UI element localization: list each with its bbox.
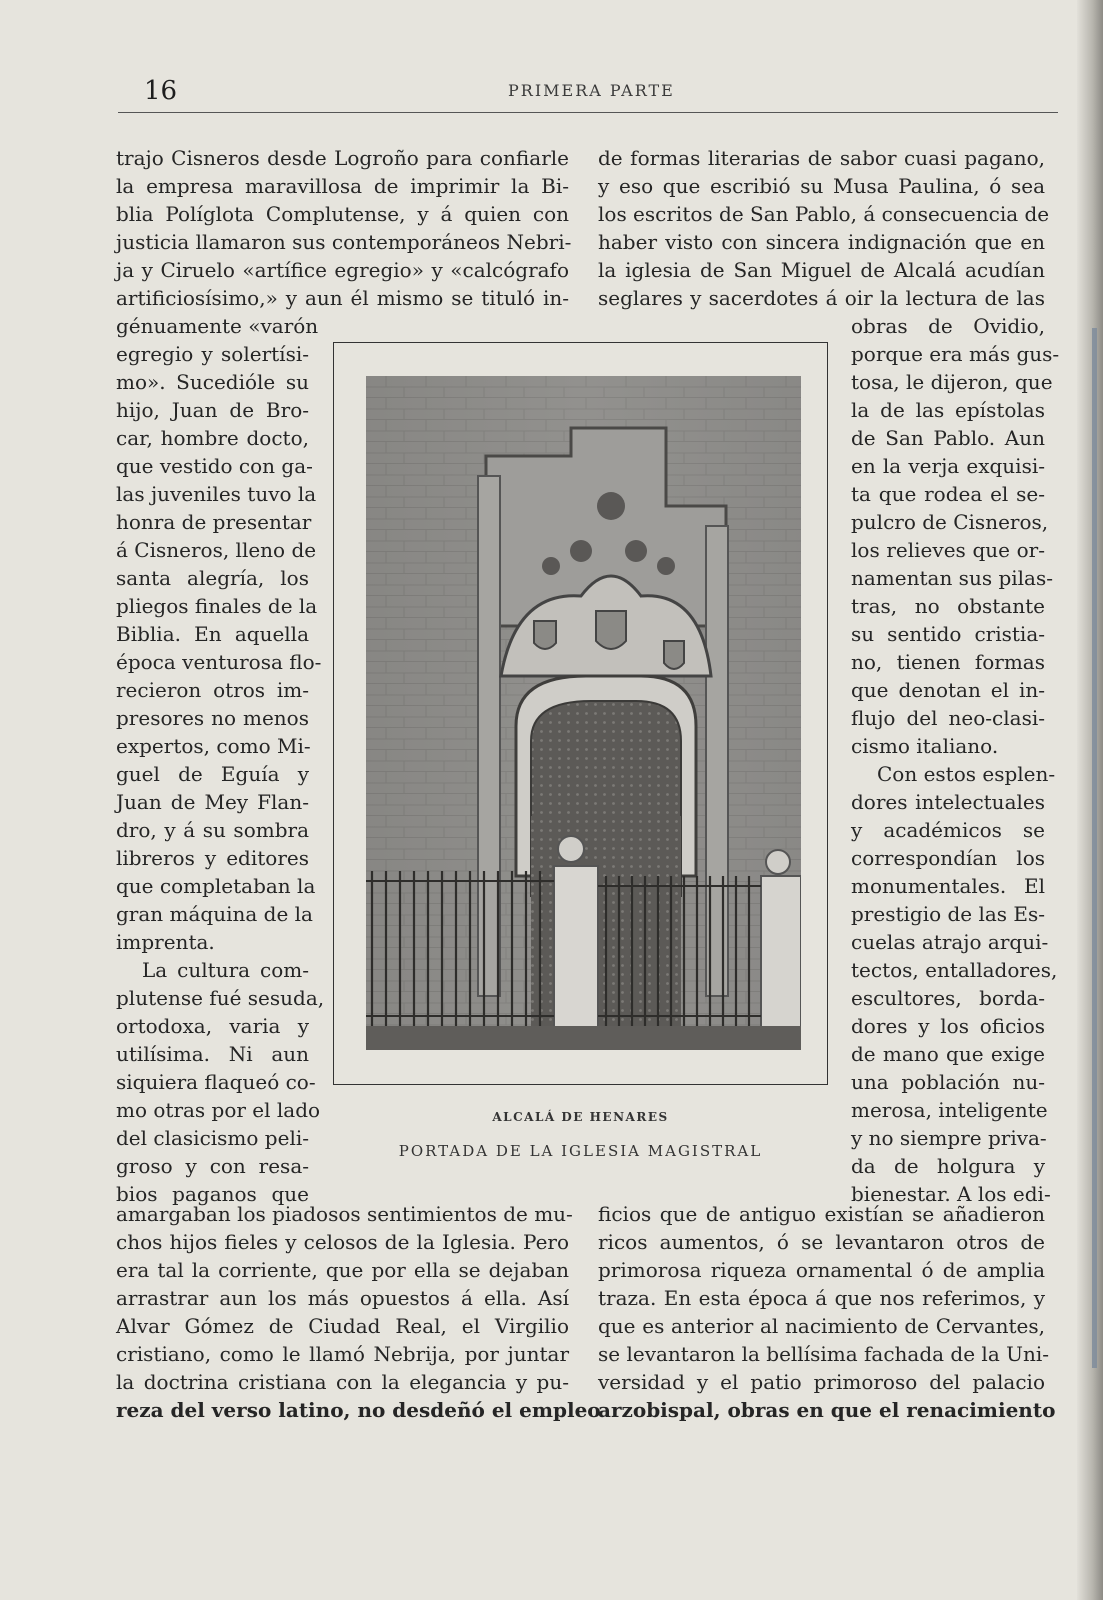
text-line: arzobispal, obras en que el renacimiento [598, 1398, 1056, 1422]
text-line: que es anterior al nacimiento de Cervantes, [598, 1314, 1045, 1338]
text-line: correspondían los [851, 846, 1045, 870]
scan-page-edge [1077, 0, 1103, 1600]
text-line: da de holgura y [851, 1154, 1045, 1178]
text-line: los escritos de San Pablo, á consecuencia de [598, 202, 1050, 226]
text-line: seglares y sacerdotes á oir la lectura de las [598, 286, 1045, 310]
text-line: la empresa maravillosa de imprimir la Bi- [116, 174, 569, 198]
text-line: obras de Ovidio, [851, 314, 1045, 338]
text-line: escultores, borda- [851, 986, 1045, 1010]
church-portal-photo [366, 376, 801, 1050]
text-line: bienestar. A los edi- [851, 1182, 1051, 1206]
text-line: y no siempre priva- [851, 1126, 1047, 1150]
text-line: porque era más gus- [851, 342, 1060, 366]
text-line: plutense fué sesuda, [116, 986, 325, 1010]
text-line: artificiosísimo,» y aun él mismo se tituló in- [116, 286, 569, 310]
text-line: gran máquina de la [116, 902, 313, 926]
church-portal-illustration [366, 376, 801, 1050]
figure-caption-title: PORTADA DE LA IGLESIA MAGISTRAL [398, 1142, 763, 1160]
text-line: era tal la corriente, que por ella se dejaban [116, 1258, 569, 1282]
text-line: cristiano, como le llamó Nebrija, por juntar [116, 1342, 569, 1366]
text-line: que completaban la [116, 874, 316, 898]
text-line: car, hombre docto, [116, 426, 309, 450]
text-line: Con estos esplen- [877, 762, 1056, 786]
text-line: no, tienen formas [851, 650, 1045, 674]
left-column-top [116, 144, 572, 312]
text-line: una población nu- [851, 1070, 1045, 1094]
text-line: de San Pablo. Aun [851, 426, 1045, 450]
text-line: tras, no obstante [851, 594, 1045, 618]
text-line: blia Políglota Complutense, y á quien con [116, 202, 569, 226]
text-line: Biblia. En aquella [116, 622, 309, 646]
text-line: cismo italiano. [851, 734, 999, 758]
text-line: en la verja exquisi- [851, 454, 1045, 478]
text-line: de formas literarias de sabor cuasi pagano, [598, 146, 1045, 170]
text-line: y académicos se [851, 818, 1045, 842]
text-line: las juveniles tuvo la [116, 482, 317, 506]
right-column-bottom [598, 1200, 1056, 1424]
text-line: los relieves que or- [851, 538, 1045, 562]
text-line: utilísima. Ni aun [116, 1042, 309, 1066]
text-line: que denotan el in- [851, 678, 1045, 702]
text-line: guel de Eguía y [116, 762, 309, 786]
text-line: namentan sus pilas- [851, 566, 1053, 590]
text-line: Juan de Mey Flan- [116, 790, 309, 814]
text-line: Alvar Gómez de Ciudad Real, el Virgilio [116, 1314, 569, 1338]
text-line: dores y los oficios [851, 1014, 1045, 1038]
right-column-top [598, 144, 1050, 312]
text-line: pliegos finales de la [116, 594, 318, 618]
text-line: reza del verso latino, no desdeñó el empleo [116, 1398, 601, 1422]
text-line: justicia llamaron sus contemporáneos Nebri- [116, 230, 572, 254]
text-line: santa alegría, los [116, 566, 309, 590]
text-line: la de las epístolas [851, 398, 1045, 422]
text-line: ricos aumentos, ó se levantaron otros de [598, 1230, 1045, 1254]
text-line: monumentales. El [851, 874, 1045, 898]
text-line: y eso que escribió su Musa Paulina, ó sea [598, 174, 1045, 198]
running-title: PRIMERA PARTE [508, 81, 675, 100]
text-line: se levantaron la bellísima fachada de la Uni- [598, 1342, 1049, 1366]
text-line: dro, y á su sombra [116, 818, 309, 842]
text-line: libreros y editores [116, 846, 309, 870]
text-line: del clasicismo peli- [116, 1126, 309, 1150]
text-line: ta que rodea el se- [851, 482, 1045, 506]
text-line: groso y con resa- [116, 1154, 309, 1178]
text-line: chos hijos fieles y celosos de la Iglesia. Pero [116, 1230, 569, 1254]
text-line: presores no menos [116, 706, 309, 730]
text-line: á Cisneros, lleno de [116, 538, 317, 562]
text-line: la doctrina cristiana con la elegancia y pu- [116, 1370, 569, 1394]
text-line: primorosa riqueza ornamental ó de amplia [598, 1258, 1045, 1282]
text-line: la iglesia de San Miguel de Alcalá acudían [598, 258, 1045, 282]
text-line: dores intelectuales [851, 790, 1045, 814]
page-header [118, 74, 1048, 108]
text-line: imprenta. [116, 930, 215, 954]
text-line: traza. En esta época á que nos referimos, y [598, 1286, 1045, 1310]
text-line: mo otras por el lado [116, 1098, 321, 1122]
text-line: de mano que exige [851, 1042, 1045, 1066]
text-line: época venturosa flo- [116, 650, 322, 674]
text-line: haber visto con sincera indignación que en [598, 230, 1045, 254]
text-line: hijo, Juan de Bro- [116, 398, 309, 422]
scan-edge-strip [1092, 328, 1097, 1368]
text-line: ja y Ciruelo «artífice egregio» y «calcógrafo [116, 258, 569, 282]
text-line: tosa, le dijeron, que [851, 370, 1053, 394]
right-column-wrap [851, 312, 1060, 1208]
text-line: honra de presentar [116, 510, 312, 534]
text-line: cuelas atrajo arqui- [851, 930, 1049, 954]
text-line: flujo del neo-clasi- [851, 706, 1045, 730]
text-line: versidad y el patio primoroso del palacio [598, 1370, 1045, 1394]
header-rule [118, 112, 1058, 113]
text-line: su sentido cristia- [851, 622, 1045, 646]
figure-caption-place: ALCALÁ DE HENARES [492, 1110, 669, 1124]
text-line: tectos, entalladores, [851, 958, 1058, 982]
text-line: mo». Sucedióle su [116, 370, 309, 394]
text-line: egregio y solertísi- [116, 342, 309, 366]
text-line: La cultura com- [142, 958, 309, 982]
text-line: prestigio de las Es- [851, 902, 1046, 926]
text-line: siquiera flaqueó co- [116, 1070, 316, 1094]
page-number: 16 [144, 76, 178, 106]
text-line: expertos, como Mi- [116, 734, 311, 758]
text-line: recieron otros im- [116, 678, 309, 702]
text-line: merosa, inteligente [851, 1098, 1048, 1122]
text-line: trajo Cisneros desde Logroño para confiarle [116, 146, 569, 170]
left-column-wrap [116, 312, 325, 1208]
text-line: génuamente «varón [116, 314, 319, 338]
text-line: pulcro de Cisneros, [851, 510, 1049, 534]
left-column-bottom [116, 1200, 601, 1424]
text-line: amargaban los piadosos sentimientos de mu- [116, 1202, 573, 1226]
text-line: bios paganos que [116, 1182, 309, 1206]
text-line: arrastrar aun los más opuestos á ella. Así [116, 1286, 569, 1310]
text-line: ficios que de antiguo existían se añadieron [598, 1202, 1045, 1226]
text-line: ortodoxa, varia y [116, 1014, 309, 1038]
text-line: que vestido con ga- [116, 454, 313, 478]
